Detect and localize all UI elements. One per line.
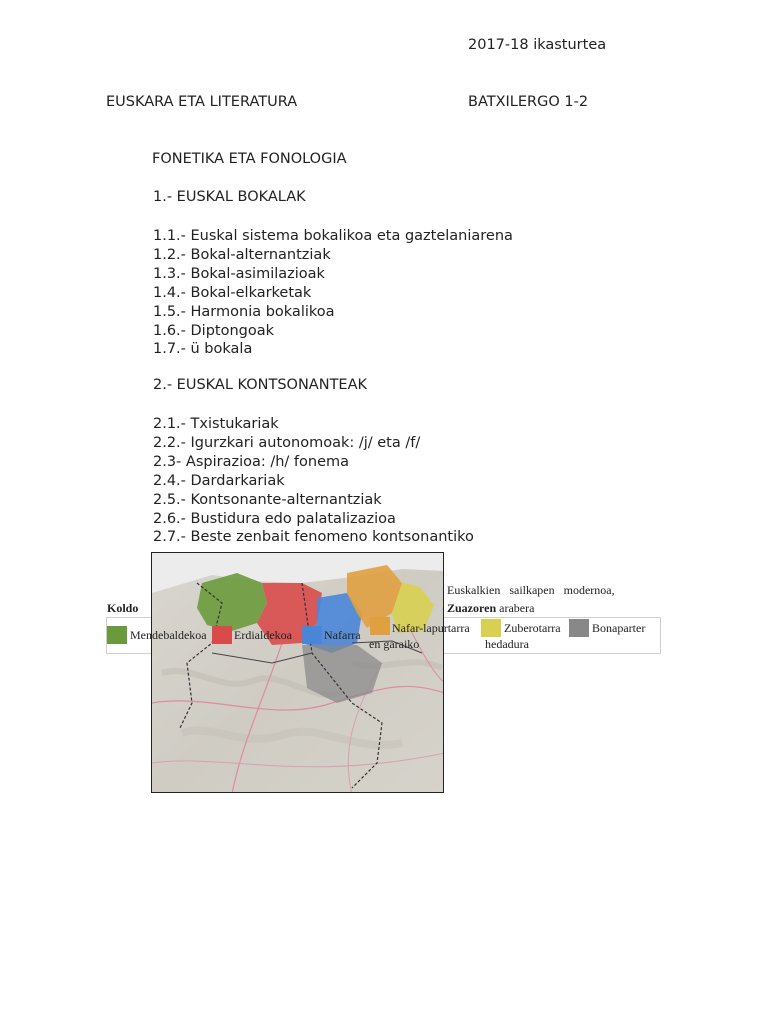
list-item: 2.7.- Beste zenbait fenomeno kontsonantiko xyxy=(153,529,474,546)
legend-swatch-nafar-lapurtarra xyxy=(370,617,390,635)
region-mendebaldekoa xyxy=(197,573,267,631)
list-item: 1.5.- Harmonia bokalikoa xyxy=(153,303,335,320)
legend-swatch-mendebaldekoa xyxy=(107,626,127,644)
caption-author-first: Koldo xyxy=(107,601,139,615)
map-graphic xyxy=(152,553,444,793)
legend-label-bonaparte: Bonaparter xyxy=(592,621,646,635)
list-item: 1.6.- Diptongoak xyxy=(153,322,275,339)
legend-label-nafarra: Nafarra xyxy=(324,628,361,642)
legend-swatch-zuberotarra xyxy=(481,619,501,637)
list-item: 2.5.- Kontsonante-alternantziak xyxy=(153,491,382,508)
caption-rest: arabera xyxy=(496,601,535,615)
part2-list xyxy=(153,415,474,547)
school-year: 2017-18 ikasturtea xyxy=(468,37,607,53)
legend-label-zuberotarra: Zuberotarra xyxy=(504,621,561,635)
list-item: 1.4.- Bokal-elkarketak xyxy=(153,284,312,301)
list-item: 1.3.- Bokal-asimilazioak xyxy=(153,265,325,282)
legend-label-nafar-lapurtarra-2: en garaiko xyxy=(369,637,420,651)
caption-author: Zuazoren xyxy=(447,601,497,615)
course-title: BATXILERGO 1-2 xyxy=(468,94,589,110)
legend-label-mendebaldekoa: Mendebaldekoa xyxy=(130,628,207,642)
legend-label-bonaparte-2: hedadura xyxy=(485,637,529,651)
legend-swatch-nafarra xyxy=(302,626,322,644)
caption-line1: Euskalkien sailkapen modernoa, xyxy=(447,583,615,597)
list-item: 2.1.- Txistukariak xyxy=(153,416,279,432)
legend-label-nafar-lapurtarra: Nafar-lapurtarra xyxy=(392,621,470,635)
subject-title: EUSKARA ETA LITERATURA xyxy=(106,94,298,110)
basque-dialects-map xyxy=(151,552,444,793)
caption-line2 xyxy=(447,601,534,616)
list-item: 1.1.- Euskal sistema bokalikoa eta gaztelaniarena xyxy=(153,228,513,244)
part1-heading: 1.- EUSKAL BOKALAK xyxy=(153,189,306,205)
section-title: FONETIKA ETA FONOLOGIA xyxy=(152,151,347,167)
legend-swatch-erdialdekoa xyxy=(212,626,232,644)
figure-caption xyxy=(447,583,661,598)
list-item: 2.2.- Igurzkari autonomoak: /j/ eta /f/ xyxy=(153,434,421,451)
part1-list xyxy=(153,227,513,359)
list-item: 2.6.- Bustidura edo palatalizazioa xyxy=(153,510,396,527)
list-item: 1.7.- ü bokala xyxy=(153,341,253,358)
list-item: 1.2.- Bokal-alternantziak xyxy=(153,246,331,263)
legend-label-erdialdekoa: Erdialdekoa xyxy=(234,628,292,642)
legend-swatch-bonaparte xyxy=(569,619,589,637)
part2-heading: 2.- EUSKAL KONTSONANTEAK xyxy=(153,377,368,393)
list-item: 2.3- Aspirazioa: /h/ fonema xyxy=(153,453,350,470)
list-item: 2.4.- Dardarkariak xyxy=(153,472,285,489)
